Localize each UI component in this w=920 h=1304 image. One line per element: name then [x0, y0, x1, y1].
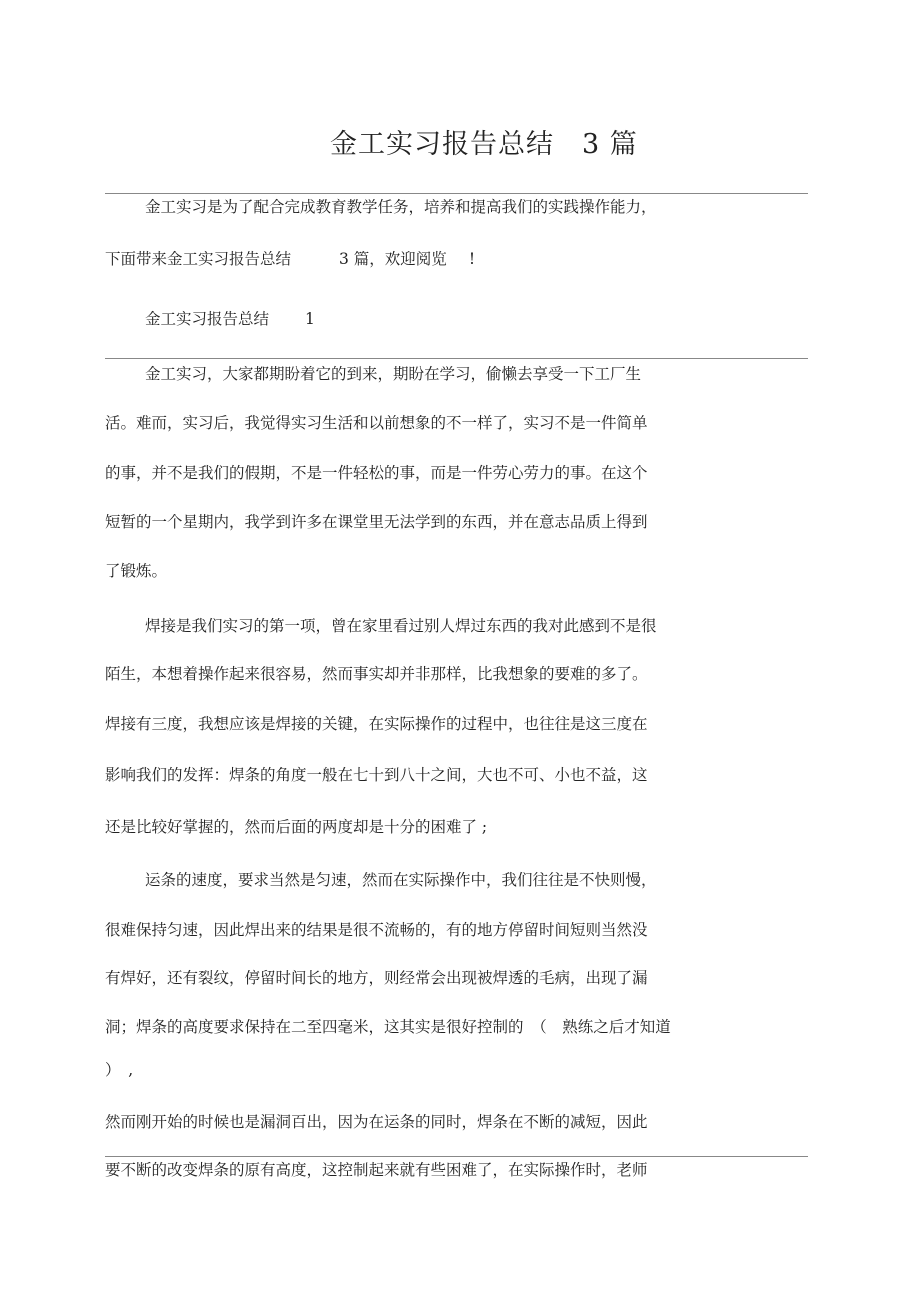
paragraph-line: 很难保持匀速，因此焊出来的结果是很不流畅的，有的地方停留时间短则当然没	[105, 921, 648, 939]
paragraph-line: 了锻炼。	[105, 562, 168, 580]
intro-line-2b: 3 篇，欢迎阅览	[339, 250, 447, 268]
divider	[105, 358, 808, 359]
paragraph-line: 有焊好，还有裂纹，停留时间长的地方，则经常会出现被焊透的毛病，出现了漏	[105, 969, 648, 987]
document-title: 金工实习报告总结 3 篇	[330, 129, 638, 160]
paragraph-line: 陌生，本想着操作起来很容易，然而事实却并非那样，比我想象的要难的多了。	[105, 665, 648, 683]
section-heading-text: 金工实习报告总结	[145, 310, 270, 328]
paragraph-line: 焊接有三度，我想应该是焊接的关键，在实际操作的过程中，也往往是这三度在	[105, 715, 648, 733]
paragraph-line: 的事，并不是我们的假期，不是一件轻松的事，而是一件劳心劳力的事。在这个	[105, 464, 648, 482]
paragraph-line: 然而刚开始的时候也是漏洞百出，因为在运条的同时，焊条在不断的减短，因此	[105, 1113, 648, 1131]
paragraph-line: 还是比较好掌握的，然而后面的两度却是十分的困难了 ;	[105, 818, 488, 836]
paragraph-line: 运条的速度，要求当然是匀速，然而在实际操作中，我们往往是不快则慢，	[145, 871, 657, 889]
paragraph-line: 金工实习，大家都期盼着它的到来，期盼在学习，偷懒去享受一下工厂生	[145, 365, 642, 383]
paragraph-line: ） ,	[105, 1061, 134, 1079]
paragraph-line: 短暂的一个星期内，我学到许多在课堂里无法学到的东西，并在意志品质上得到	[105, 513, 648, 531]
section-heading-1	[145, 307, 315, 329]
paragraph-line: 焊接是我们实习的第一项，曾在家里看过别人焊过东西的我对此感到不是很	[145, 617, 657, 635]
section-heading-number: 1	[305, 310, 315, 328]
intro-line-2c: !	[468, 250, 476, 268]
intro-line-2	[105, 247, 475, 269]
intro-line-1: 金工实习是为了配合完成教育教学任务，培养和提高我们的实践操作能力，	[145, 198, 657, 216]
paragraph-line: 影响我们的发挥：焊条的角度一般在七十到八十之间，大也不可、小也不益，这	[105, 766, 648, 784]
divider	[105, 193, 808, 194]
intro-line-2a: 下面带来金工实习报告总结	[105, 250, 292, 268]
paragraph-line: 要不断的改变焊条的原有高度，这控制起来就有些困难了，在实际操作时，老师	[105, 1161, 648, 1179]
paragraph-line: 活。难而，实习后，我觉得实习生活和以前想象的不一样了，实习不是一件简单	[105, 414, 648, 432]
paragraph-line: 洞；焊条的高度要求保持在二至四毫米，这其实是很好控制的 （ 熟练之后才知道	[105, 1018, 671, 1036]
divider	[105, 1156, 808, 1157]
